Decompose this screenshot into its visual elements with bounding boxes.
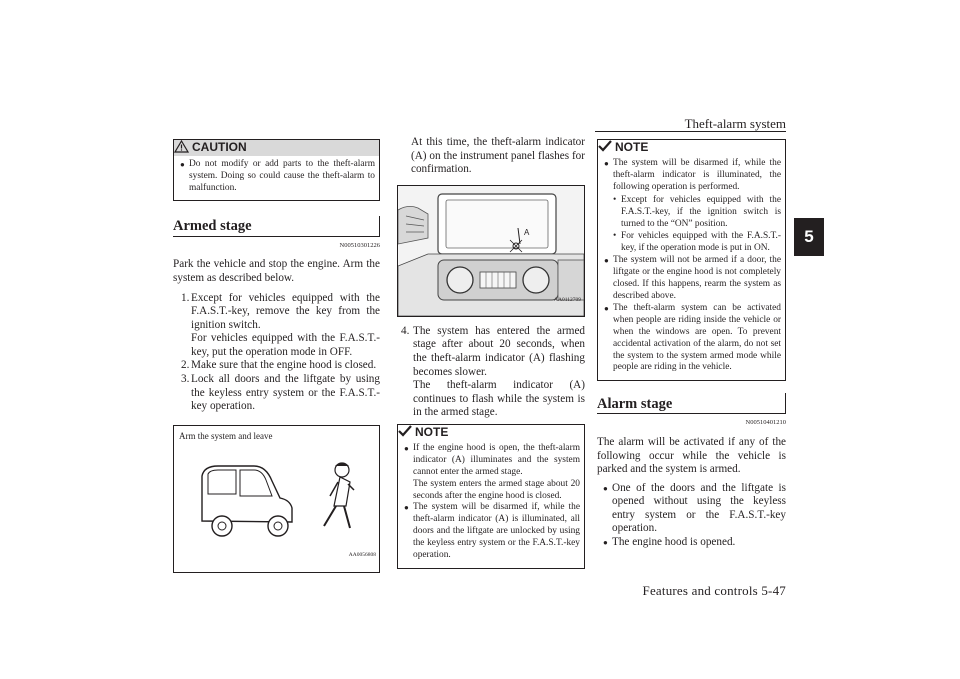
alarm-intro: The alarm will be activated if any of the following occur while the vehicle is parked and the system is armed. — [597, 435, 786, 476]
page-footer: Features and controls 5-47 — [642, 583, 786, 598]
step-3: 3. Lock all doors and the liftgate by using the keyless entry system or the F.A.S.T.-key operation. — [181, 373, 380, 413]
armed-stage-title: Armed stage — [173, 218, 252, 235]
note-item-2: ● The system will be disarmed if, while the theft-alarm indicator (A) is illuminated, all doors and the liftgate are unlocked by using the keyless entry system or the F.A.S.T.-key operation. — [404, 502, 580, 562]
caution-text: ● Do not modify or add parts to the theft-alarm system. Doing so could cause the theft-alarm to malfunction. — [180, 159, 375, 195]
sub-item-1: • Except for vehicles equipped with the F.A.S.T.-key, if the ignition switch is turned to the “ON” position. — [613, 195, 781, 231]
instrument-panel-figure — [397, 185, 585, 317]
armed-stage-rule — [173, 236, 380, 237]
note-box-right — [597, 139, 786, 381]
alarm-items — [597, 482, 786, 550]
chapter-tab: 5 — [794, 218, 824, 256]
armed-stage-code: N00510301226 — [339, 241, 380, 249]
sub-item-2: • For vehicles equipped with the F.A.S.T.-key, if the operation mode is put in ON. — [613, 231, 781, 255]
note-items — [404, 443, 580, 562]
panel-figure-code: AA0112709 — [554, 297, 581, 304]
right-column — [597, 139, 786, 550]
note-item-1: ● If the engine hood is open, the theft-alarm indicator (A) illuminates and the system cannot enter the armed stage. The system enters the armed stage about 20 seconds after the engine hood is closed. — [404, 443, 580, 503]
alarm-stage-heading — [597, 393, 786, 413]
arm-and-leave-figure — [173, 425, 380, 573]
middle-column — [397, 136, 585, 569]
alarm-stage-rule — [597, 413, 786, 414]
figure-caption: Arm the system and leave — [179, 430, 273, 441]
armed-stage-heading — [173, 216, 380, 236]
running-header-title: Theft-alarm system — [684, 116, 786, 131]
indicator-para: At this time, the theft-alarm indicator (A) on the instrument panel flashes for confirmation. — [411, 136, 585, 176]
note-label: NOTE — [415, 425, 449, 440]
step-1: 1. Except for vehicles equipped with the F.A.S.T.-key, remove the key from the ignition switch. For vehicles equipped with the F.A.S.T.-key, put the operation mode in OFF. — [181, 291, 380, 358]
note-label-right: NOTE — [615, 140, 649, 155]
step-4: 4. The system has entered the armed stage after about 20 seconds, when the theft-alarm indicator (A) flashing becomes slower. The theft-alarm indicator (A) continues to flash while the system is in the armed stage. — [401, 324, 585, 419]
caution-triangle-icon — [174, 140, 189, 157]
armed-steps — [173, 292, 380, 414]
caution-label: CAUTION — [192, 140, 247, 155]
caution-box — [173, 139, 380, 201]
caution-header — [174, 140, 379, 156]
right-note-item-2: ● The system will not be armed if a door, the liftgate or the engine hood is not completely closed. If this happens, rearm the system as described above. — [604, 255, 781, 303]
figure-code: AA0056808 — [348, 552, 376, 559]
alarm-item-1: ● One of the doors and the liftgate is opened without using the keyless entry system or the F.A.S.T.-key operation. — [603, 482, 786, 536]
note-pencil-icon — [598, 139, 612, 157]
alarm-stage-title: Alarm stage — [597, 395, 673, 412]
armed-intro: Park the vehicle and stop the engine. Arm the system as described below. — [173, 258, 380, 284]
note-box-middle — [397, 424, 585, 569]
indicator-a-label: A — [524, 227, 530, 237]
left-column — [173, 139, 380, 573]
note-pencil-icon — [398, 424, 412, 442]
right-note-item-1: ● The system will be disarmed if, while the theft-alarm indicator is illuminated, the following operation is performed. • Except for vehicles equipped with the F.A.S.T.-key, if the ignition switch is turned to the “ON” position. • For vehicles equipped with the F.A.S.T.-key, if the operation mode is put in ON. — [604, 158, 781, 255]
step-2: 2. Make sure that the engine hood is closed. — [181, 359, 377, 372]
note-header-right — [598, 140, 785, 156]
alarm-stage-code: N00510401210 — [745, 419, 786, 427]
right-note-item-3: ● The theft-alarm system can be activated when people are riding inside the vehicle or when the windows are open. To prevent accidental activation of the alarm, do not set the system to the system armed mode while people are riding in the vehicle. — [604, 303, 781, 374]
header-rule — [595, 131, 786, 132]
note-header — [398, 425, 584, 441]
alarm-item-2: ● The engine hood is opened. — [603, 536, 786, 550]
right-note-items — [604, 158, 781, 374]
